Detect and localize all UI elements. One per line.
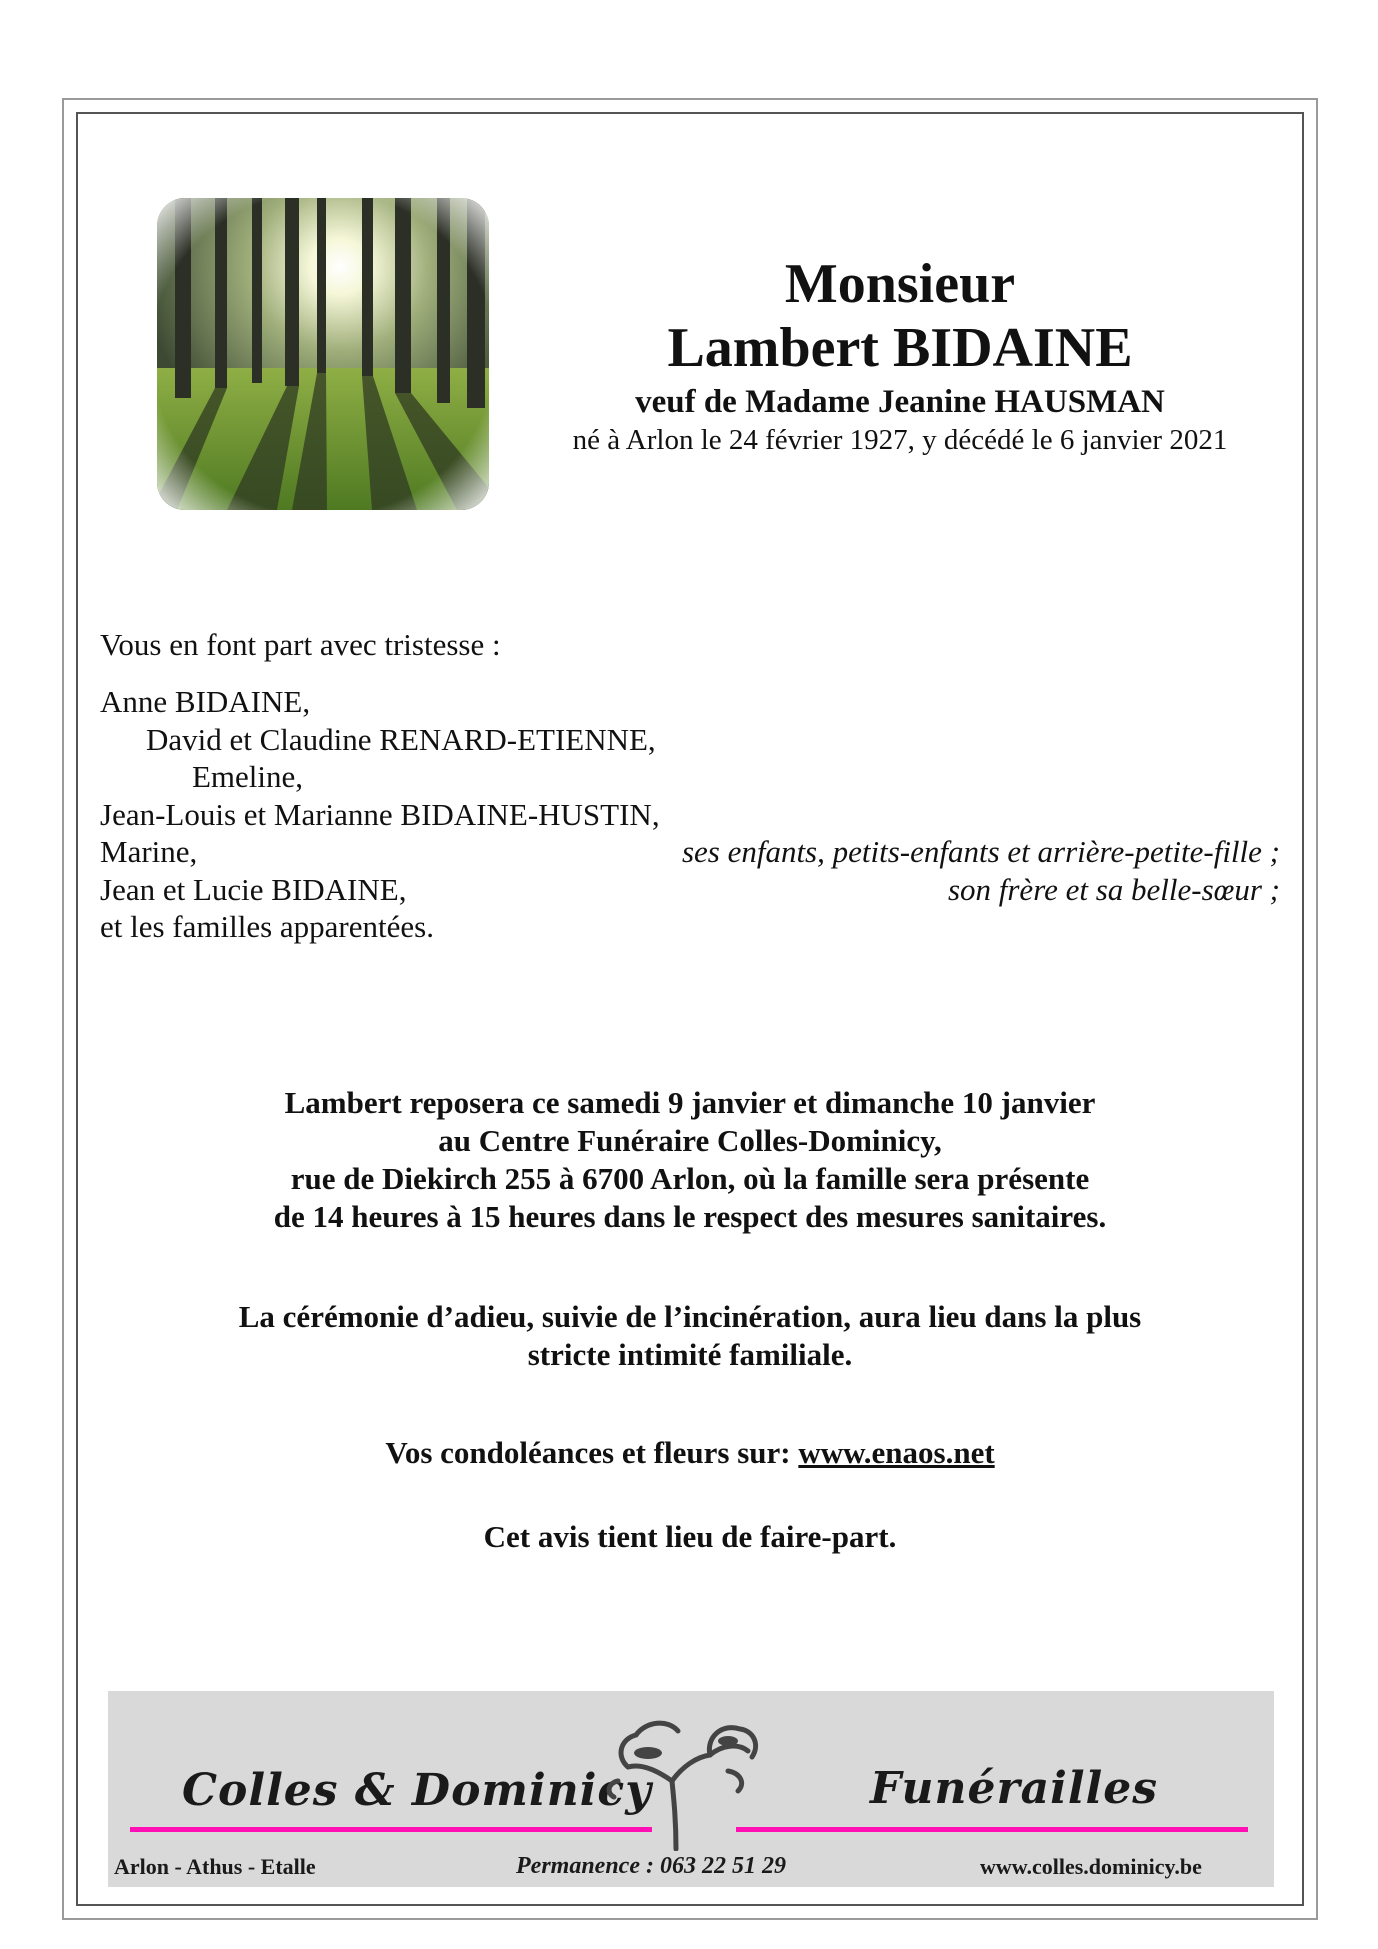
family-row [100,683,1280,721]
honorific: Monsieur [784,253,1016,315]
ceremony-line: La cérémonie d’adieu, suivie de l’incinération, aura lieu dans la plus [238,1299,1142,1334]
accent-line-right [736,1827,1248,1832]
website-url: www.colles.dominicy.be [980,1854,1202,1879]
condolences [90,1434,1290,1472]
deceased-name: Lambert BIDAINE [667,317,1133,379]
birth-death-dates: né à Arlon le 24 février 1927, y décédé le 6 janvier 2021 [572,424,1228,456]
condolences-label: Vos condoléances et fleurs sur: [385,1435,791,1470]
family-row [100,908,1280,946]
family-row [100,833,1280,871]
family-row [100,758,1280,796]
notice-header [500,252,1300,458]
family-list [100,683,1280,946]
forest-photo [157,198,489,510]
family-name: Emeline, [192,759,304,794]
family-name: Jean et Lucie BIDAINE, [100,871,407,907]
visitation-line: Lambert reposera ce samedi 9 janvier et dimanche 10 janvier [284,1085,1096,1120]
family-name: David et Claudine RENARD-ETIENNE, [146,721,656,757]
visitation-details [90,1084,1290,1236]
visitation-line: rue de Diekirch 255 à 6700 Arlon, où la famille sera présente [290,1161,1090,1196]
brand-tagline: Funérailles [870,1763,1159,1814]
family-name: Anne BIDAINE, [100,684,311,719]
ceremony-details [90,1298,1290,1374]
spouse-line: veuf de Madame Jeanine HAUSMAN [635,384,1165,420]
condolences-link[interactable]: www.enaos.net [798,1435,995,1470]
family-relation: son frère et sa belle-sœur ; [947,871,1280,907]
family-row [100,721,1280,759]
visitation-line: de 14 heures à 15 heures dans le respect des mesures sanitaires. [273,1199,1107,1234]
branch-locations: Arlon - Athus - Etalle [114,1854,316,1879]
family-name: Jean-Louis et Marianne BIDAINE-HUSTIN, [100,796,660,832]
closing-note: Cet avis tient lieu de faire-part. [483,1519,897,1554]
visitation-line: au Centre Funéraire Colles-Dominicy, [438,1123,942,1158]
family-row [100,871,1280,909]
permanence-phone: Permanence : 063 22 51 29 [516,1853,786,1879]
accent-line-left [130,1827,652,1832]
family-relation: ses enfants, petits-enfants et arrière-petite-fille ; [681,834,1280,869]
family-name: Marine, [100,834,198,869]
family-intro: Vous en font part avec tristesse : [100,627,501,662]
funeral-home-banner [108,1691,1274,1887]
family-name: et les familles apparentées. [100,909,434,944]
ceremony-line: stricte intimité familiale. [527,1337,853,1372]
brand-name: Colles & Dominicy [182,1765,652,1816]
family-row [100,796,1280,834]
